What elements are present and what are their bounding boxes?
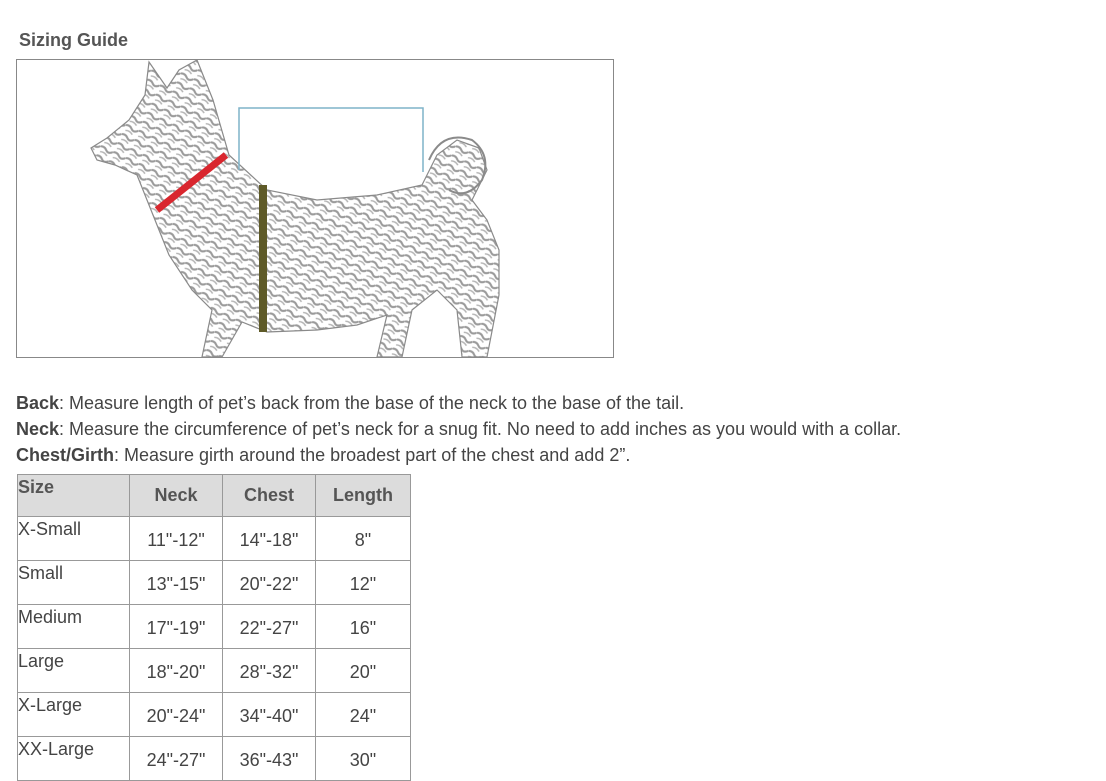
back-marker — [239, 108, 423, 172]
header-length: Length — [316, 475, 411, 517]
length-cell: 8" — [316, 517, 411, 561]
size-cell: Small — [18, 561, 130, 605]
length-cell: 12" — [316, 561, 411, 605]
chest-cell: 34"-40" — [223, 693, 316, 737]
neck-cell: 17"-19" — [130, 605, 223, 649]
table-row — [18, 517, 411, 561]
length-cell: 20" — [316, 649, 411, 693]
chest-cell: 28"-32" — [223, 649, 316, 693]
dog-measurement-illustration — [16, 59, 614, 358]
page-title: Sizing Guide — [19, 30, 129, 50]
neck-cell: 24"-27" — [130, 737, 223, 781]
dog-silhouette — [91, 60, 499, 357]
size-cell: X-Large — [18, 693, 130, 737]
chest-cell: 20"-22" — [223, 561, 316, 605]
chest-cell: 22"-27" — [223, 605, 316, 649]
table-row — [18, 649, 411, 693]
table-header-row — [18, 475, 411, 517]
neck-cell: 18"-20" — [130, 649, 223, 693]
table-row — [18, 693, 411, 737]
table-row — [18, 605, 411, 649]
neck-cell: 20"-24" — [130, 693, 223, 737]
note-back: Back: Measure length of pet’s back from the base of the neck to the base of the tail. — [16, 393, 685, 413]
chest-cell: 36"-43" — [223, 737, 316, 781]
note-neck: Neck: Measure the circumference of pet’s neck for a snug fit. No need to add inches as you would with a collar. — [16, 419, 902, 439]
neck-cell: 13"-15" — [130, 561, 223, 605]
note-chest: Chest/Girth: Measure girth around the broadest part of the chest and add 2”. — [16, 445, 631, 465]
size-cell: X-Small — [18, 517, 130, 561]
size-cell: XX-Large — [18, 737, 130, 781]
header-size: Size — [18, 475, 130, 517]
dog-illustration — [17, 60, 613, 357]
header-chest: Chest — [223, 475, 316, 517]
size-cell: Medium — [18, 605, 130, 649]
measurement-notes — [16, 390, 901, 468]
neck-cell: 11"-12" — [130, 517, 223, 561]
length-cell: 16" — [316, 605, 411, 649]
size-table — [17, 474, 411, 781]
length-cell: 30" — [316, 737, 411, 781]
size-cell: Large — [18, 649, 130, 693]
length-cell: 24" — [316, 693, 411, 737]
header-neck: Neck — [130, 475, 223, 517]
table-row — [18, 561, 411, 605]
table-row — [18, 737, 411, 781]
chest-cell: 14"-18" — [223, 517, 316, 561]
